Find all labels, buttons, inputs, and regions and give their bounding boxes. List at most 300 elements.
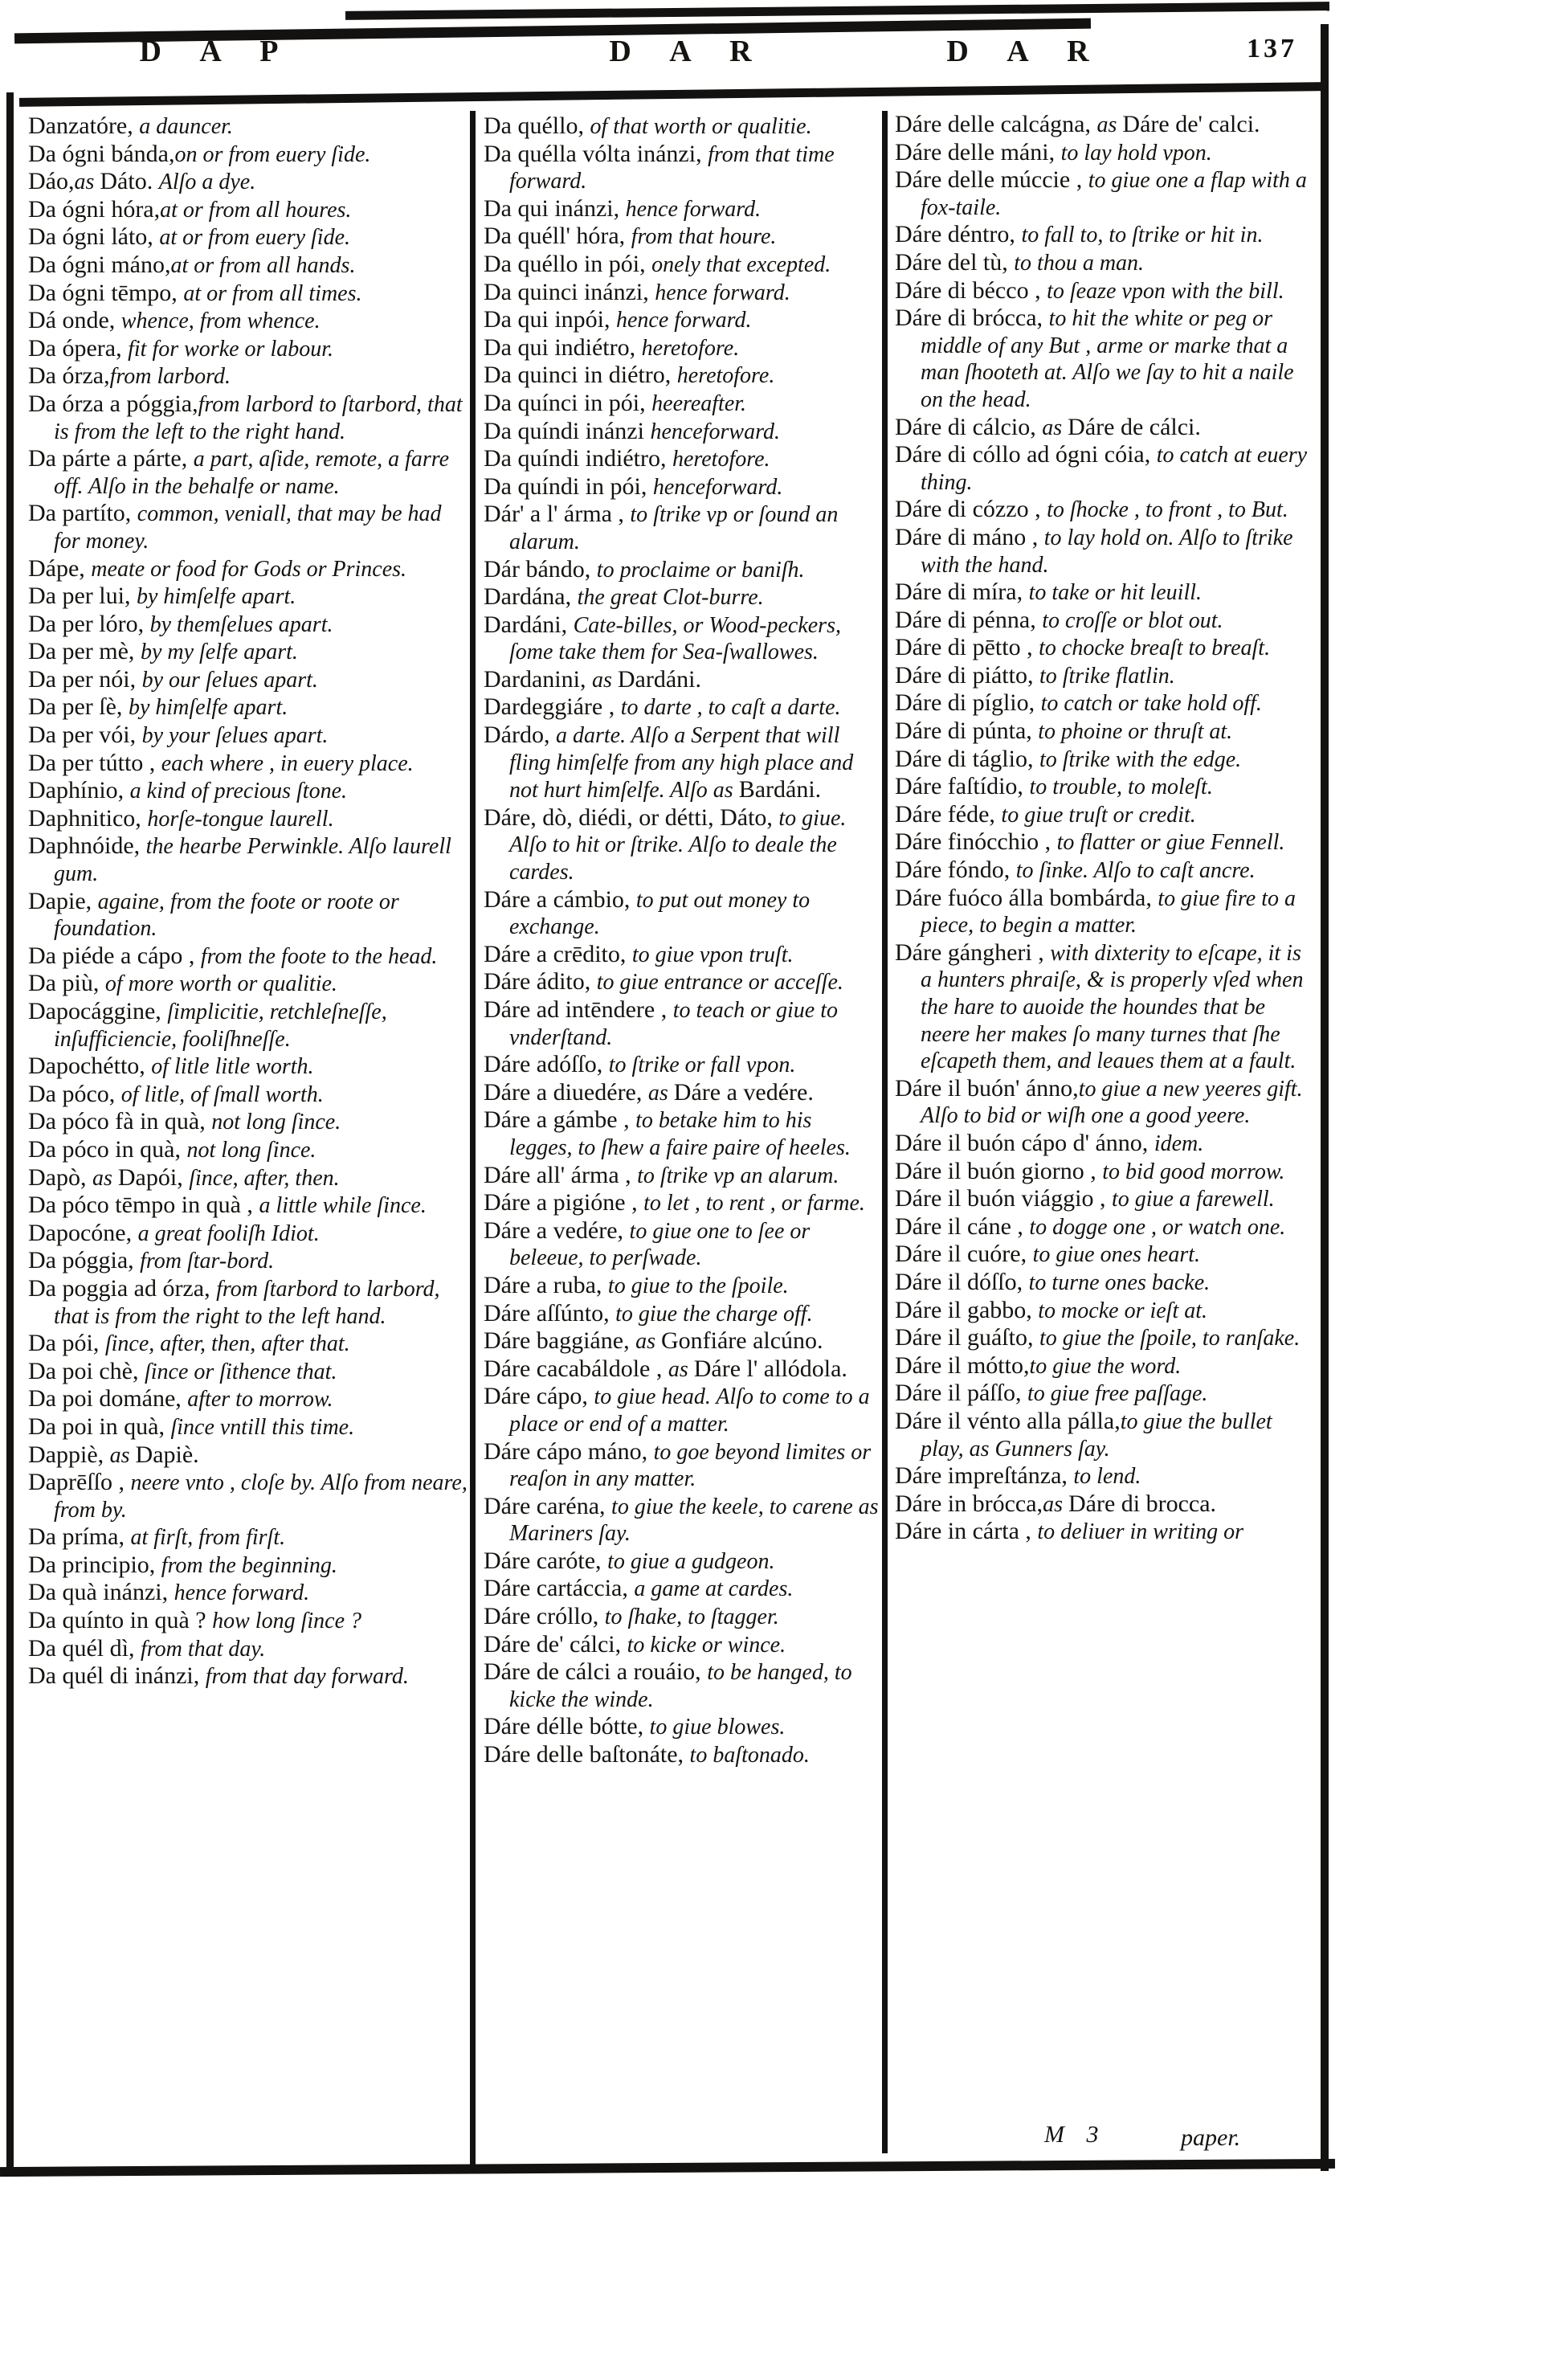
entry-lemma: Dáre il guáſto, bbox=[895, 1324, 1039, 1351]
entry-lemma: Dáre de cálci a rouáio, bbox=[484, 1658, 708, 1686]
entry-lemma: Dapie, bbox=[28, 887, 98, 914]
entry-lemma: Dáre a vedére. bbox=[673, 1078, 814, 1106]
dictionary-entry bbox=[28, 554, 468, 585]
dictionary-entry bbox=[895, 168, 1316, 223]
entry-lemma: Da póco tēmpo in quà , bbox=[28, 1192, 259, 1219]
dictionary-entry bbox=[28, 804, 468, 835]
entry-lemma: Dapocóne, bbox=[28, 1219, 138, 1246]
entry-lemma: Da quà inánzi, bbox=[28, 1579, 174, 1606]
dictionary-entry bbox=[28, 971, 468, 1000]
entry-lemma: Dáre déntro, bbox=[895, 221, 1022, 248]
entry-lemma: Dáre delle máni, bbox=[895, 138, 1061, 166]
entry-lemma: Dáre gángheri , bbox=[895, 938, 1051, 966]
dictionary-entry bbox=[28, 1415, 468, 1443]
entry-gloss: to turne ones backe. bbox=[1028, 1269, 1211, 1295]
dictionary-entry bbox=[895, 608, 1316, 636]
entry-lemma: Dáre a gámbe , bbox=[484, 1106, 636, 1134]
entry-gloss: to lend. bbox=[1073, 1464, 1141, 1490]
entry-lemma: Da ógni bánda, bbox=[28, 140, 175, 167]
dictionary-entry bbox=[484, 1630, 879, 1661]
dictionary-entry bbox=[484, 1660, 879, 1715]
entry-lemma: Dáre l' allódola. bbox=[693, 1355, 847, 1382]
entry-gloss: by my ſelfe apart. bbox=[140, 640, 298, 665]
dictionary-entry bbox=[484, 142, 879, 197]
dictionary-entry bbox=[895, 580, 1316, 608]
entry-lemma: Dáre a crēdito, bbox=[484, 940, 632, 967]
entry-lemma: Dáre caréna, bbox=[484, 1492, 612, 1519]
entry-lemma: Danzatóre, bbox=[28, 112, 140, 139]
dictionary-entry bbox=[28, 1634, 468, 1665]
entry-gloss: to lay hold vpon. bbox=[1060, 140, 1212, 166]
entry-lemma: Da póco fà in quà, bbox=[28, 1108, 212, 1135]
dictionary-entry bbox=[28, 944, 468, 972]
entry-lemma: Da quíndi indiétro, bbox=[484, 445, 672, 472]
entry-lemma: Dáre il mótto, bbox=[895, 1351, 1030, 1379]
entry-gloss: as bbox=[635, 1329, 661, 1355]
entry-lemma: Dáre il gabbo, bbox=[895, 1296, 1039, 1323]
entry-gloss: at or from all times. bbox=[183, 280, 362, 306]
entry-gloss: at or from all houres. bbox=[160, 197, 352, 223]
entry-gloss: heretofore. bbox=[676, 363, 775, 389]
entry-lemma: Dáre di cózzo , bbox=[895, 496, 1047, 523]
entry-lemma: Dáre aſſúnto, bbox=[484, 1299, 616, 1327]
entry-lemma: Dáre fuóco álla bombárda, bbox=[895, 884, 1158, 911]
entry-gloss: to ſtrike or fall vpon. bbox=[608, 1053, 796, 1078]
entry-gloss: ſimplicitie, retchleſneſſe, inſufficiencie, fooliſhneſſe. bbox=[54, 1000, 387, 1052]
entry-lemma: Da párte a párte, bbox=[28, 445, 194, 472]
entry-lemma: Dáre di púnta, bbox=[895, 718, 1039, 745]
entry-gloss: henceforward. bbox=[650, 419, 780, 444]
dictionary-entry bbox=[895, 1242, 1316, 1270]
entry-gloss: horſe-tongue laurell. bbox=[147, 806, 334, 832]
entry-gloss: hence forward. bbox=[655, 280, 790, 305]
entry-gloss: to darte , to caſt a darte. bbox=[620, 695, 841, 721]
entry-gloss: a part, aſide, remote, a farre off. Alſo in the behalfe or name. bbox=[54, 447, 450, 499]
entry-gloss: idem. bbox=[1154, 1130, 1204, 1156]
entry-lemma: Dáre il buón viággio , bbox=[895, 1185, 1112, 1212]
dictionary-entry bbox=[895, 886, 1316, 941]
entry-lemma: Dáre finócchio , bbox=[895, 828, 1057, 856]
dictionary-entry bbox=[28, 1110, 468, 1138]
entry-lemma: Da quél dì, bbox=[28, 1634, 141, 1662]
dictionary-entry bbox=[484, 308, 879, 336]
entry-gloss: with dixterity to eſcape, it is a hunters phraiſe, & is properly vſed when the hare to auoide the houndes that be neere her makes ſo many turnes that ſhe eſcapeth them, and leaues them at a fault. bbox=[921, 940, 1304, 1074]
entry-lemma: Da ógni hóra, bbox=[28, 195, 161, 223]
entry-lemma: Gonfiáre alcúno. bbox=[660, 1327, 823, 1355]
entry-gloss: a great fooliſh Idiot. bbox=[137, 1220, 320, 1246]
entry-gloss: fit for worke or labour. bbox=[128, 336, 334, 362]
entry-gloss: of litle litle worth. bbox=[151, 1054, 314, 1080]
dictionary-entry bbox=[895, 747, 1316, 775]
entry-lemma: Dáre féde, bbox=[895, 800, 1002, 828]
entry-lemma: Dáre il buón cápo d' ánno, bbox=[895, 1129, 1154, 1156]
entry-gloss: as bbox=[109, 1442, 136, 1468]
entry-lemma: Dáo, bbox=[28, 168, 75, 195]
running-head-dap: D A P bbox=[139, 35, 295, 68]
dictionary-entry bbox=[484, 885, 879, 942]
entry-gloss: to let , to rent , or farme. bbox=[643, 1191, 865, 1216]
entry-lemma: Dáre faſtídio, bbox=[895, 773, 1030, 800]
dictionary-entry bbox=[895, 1270, 1316, 1298]
dictionary-entry bbox=[484, 1743, 879, 1771]
dictionary-entry bbox=[484, 1053, 879, 1081]
entry-gloss: to flatter or giue Fennell. bbox=[1056, 830, 1285, 856]
dictionary-column-1 bbox=[28, 114, 468, 1692]
entry-lemma: Dáre il buón giorno , bbox=[895, 1157, 1103, 1184]
entry-gloss: to giue to the ſpoile. bbox=[607, 1273, 789, 1298]
entry-lemma: Dapocággine, bbox=[28, 998, 168, 1024]
dictionary-entry bbox=[484, 1494, 879, 1549]
entry-gloss: to lay hold on. Alſo to ſtrike with the hand. bbox=[921, 525, 1293, 578]
dictionary-entry bbox=[484, 942, 879, 971]
dictionary-entry bbox=[28, 1193, 468, 1221]
entry-lemma: Dáre, dò, diédi, or détti, Dáto, bbox=[484, 803, 779, 831]
entry-lemma: Da per mè, bbox=[28, 638, 141, 665]
dictionary-entry bbox=[484, 1163, 879, 1192]
entry-lemma: Dapò, bbox=[28, 1163, 92, 1191]
entry-gloss: to giue one a flap with a fox-taile. bbox=[921, 168, 1307, 220]
entry-lemma: Da per tútto , bbox=[28, 749, 161, 776]
dictionary-entry bbox=[895, 112, 1316, 141]
dictionary-entry bbox=[28, 309, 468, 337]
entry-gloss: to giue fire to a piece, to begin a matter. bbox=[921, 885, 1296, 938]
entry-lemma: Dáre di cálcio, bbox=[895, 413, 1043, 440]
dictionary-entry bbox=[28, 253, 468, 281]
entry-lemma: Da per nói, bbox=[28, 665, 142, 693]
entry-lemma: Dáre cróllo, bbox=[484, 1603, 605, 1630]
entry-gloss: the hearbe Perwinkle. Alſo laurell gum. bbox=[54, 834, 451, 887]
entry-gloss: to ſeaze vpon with the bill. bbox=[1047, 278, 1284, 304]
dictionary-entry bbox=[28, 779, 468, 807]
entry-gloss: to giue the word. bbox=[1029, 1353, 1182, 1379]
entry-gloss: to teach or giue to vnderſtand. bbox=[509, 998, 839, 1050]
entry-lemma: Dáre in cárta , bbox=[895, 1518, 1038, 1545]
entry-lemma: Da quínto in quà ? bbox=[28, 1607, 213, 1634]
dictionary-entry bbox=[28, 1082, 468, 1110]
entry-lemma: Da ógni máno, bbox=[28, 251, 171, 278]
entry-gloss: hence forward. bbox=[616, 308, 752, 333]
dictionary-entry bbox=[484, 333, 879, 364]
dictionary-entry bbox=[28, 1000, 468, 1054]
dictionary-entry bbox=[28, 1553, 468, 1581]
dictionary-entry bbox=[28, 612, 468, 640]
entry-gloss: by himſelfe apart. bbox=[128, 695, 288, 721]
entry-lemma: Da quíndi inánzi bbox=[484, 417, 651, 444]
dictionary-entry bbox=[895, 1351, 1316, 1382]
entry-lemma: Da per lóro, bbox=[28, 610, 150, 637]
dictionary-entry bbox=[484, 252, 879, 280]
entry-lemma: Dá onde, bbox=[28, 307, 121, 334]
entry-gloss: by himſelfe apart. bbox=[136, 584, 296, 610]
dictionary-entry bbox=[28, 447, 468, 501]
dictionary-entry bbox=[28, 1609, 468, 1637]
entry-gloss: by your ſelues apart. bbox=[141, 723, 329, 749]
entry-gloss: from larbord. bbox=[109, 364, 231, 390]
entry-gloss: from that houre. bbox=[631, 224, 777, 250]
dictionary-entry bbox=[28, 334, 468, 365]
entry-gloss: as bbox=[74, 170, 100, 195]
dictionary-entry bbox=[895, 1326, 1316, 1354]
entry-gloss: againe, from the foote or roote or foundation. bbox=[54, 889, 399, 942]
dictionary-entry bbox=[484, 665, 879, 696]
dictionary-entry bbox=[28, 1163, 468, 1194]
entry-gloss: at or from all hands. bbox=[170, 252, 356, 278]
dictionary-entry bbox=[484, 1576, 879, 1605]
entry-lemma: Daprēſſo , bbox=[28, 1469, 131, 1496]
dictionary-entry bbox=[484, 1384, 879, 1439]
entry-lemma: Dáre delle calcágna, bbox=[895, 111, 1097, 137]
entry-gloss: Cate-billes, or Wood-peckers, ſome take them for Sea-ſwallowes. bbox=[509, 612, 841, 665]
entry-lemma: Dáre cápo, bbox=[484, 1383, 594, 1410]
dictionary-entry bbox=[484, 1271, 879, 1302]
entry-lemma: Da poi chè, bbox=[28, 1357, 145, 1384]
entry-lemma: Dáre cacabáldole , bbox=[484, 1355, 668, 1382]
dictionary-entry bbox=[28, 695, 468, 723]
dictionary-entry bbox=[28, 170, 468, 198]
dictionary-entry bbox=[895, 800, 1316, 831]
entry-gloss: to catch at euery thing. bbox=[921, 443, 1308, 495]
entry-gloss: to giue the bullet play, as Gunners ſay. bbox=[921, 1408, 1272, 1462]
dictionary-entry bbox=[28, 1274, 468, 1331]
entry-gloss: ſince, after, then, after that. bbox=[104, 1331, 350, 1357]
entry-gloss: not long ſince. bbox=[211, 1110, 341, 1135]
entry-lemma: Dáre il vénto alla pálla, bbox=[895, 1407, 1121, 1434]
page-number: 137 bbox=[1247, 34, 1297, 63]
entry-lemma: Da quinci in diétro, bbox=[484, 362, 677, 389]
dictionary-entry bbox=[895, 858, 1316, 886]
dictionary-entry bbox=[895, 661, 1316, 692]
entry-gloss: as bbox=[647, 1080, 674, 1106]
dictionary-entry bbox=[28, 1580, 468, 1609]
dictionary-entry bbox=[484, 280, 879, 309]
dictionary-entry bbox=[484, 1191, 879, 1219]
entry-gloss: from ſtar-bord. bbox=[140, 1249, 275, 1274]
entry-gloss: to thou a man. bbox=[1014, 250, 1145, 276]
entry-gloss: hence forward. bbox=[625, 196, 762, 222]
entry-gloss: by our ſelues apart. bbox=[141, 667, 318, 693]
entry-gloss: heretofore. bbox=[641, 335, 740, 361]
entry-lemma: Dáre di brócca, bbox=[895, 305, 1049, 332]
dictionary-entry bbox=[895, 938, 1316, 1077]
entry-gloss: to ſtrike vp or ſound an alarum. bbox=[509, 502, 839, 554]
rule-below-header bbox=[19, 82, 1325, 107]
entry-gloss: meate or food for Gods or Princes. bbox=[91, 556, 407, 582]
entry-lemma: Dáre di cóllo ad ógni cóia, bbox=[895, 441, 1157, 468]
entry-lemma: Dapochétto, bbox=[28, 1053, 152, 1080]
column-divider-1 bbox=[470, 111, 476, 2165]
entry-gloss: at firſt, from firſt. bbox=[130, 1525, 286, 1551]
entry-gloss: to ſhocke , to front , to But. bbox=[1047, 497, 1288, 523]
entry-lemma: Daphínio, bbox=[28, 777, 130, 804]
page-border-right bbox=[1321, 24, 1329, 2171]
entry-lemma: Da órza, bbox=[28, 362, 110, 390]
entry-lemma: Da qui inánzi, bbox=[484, 194, 626, 222]
entry-lemma: Da póggia, bbox=[28, 1247, 141, 1274]
entry-lemma: Da pói, bbox=[28, 1330, 105, 1357]
dictionary-entry bbox=[895, 830, 1316, 858]
dictionary-entry bbox=[484, 1329, 879, 1357]
entry-lemma: Da qui indiétro, bbox=[484, 333, 642, 361]
entry-lemma: Dardeggiáre , bbox=[484, 693, 621, 721]
dictionary-entry bbox=[484, 998, 879, 1053]
entry-gloss: as bbox=[668, 1356, 694, 1382]
dictionary-entry bbox=[28, 1221, 468, 1249]
dictionary-entry bbox=[28, 1331, 468, 1359]
entry-lemma: Dáre il dóſſo, bbox=[895, 1268, 1029, 1295]
dictionary-entry bbox=[895, 1131, 1316, 1159]
dictionary-entry bbox=[28, 584, 468, 612]
entry-gloss: at or from euery ſide. bbox=[159, 225, 351, 251]
dictionary-entry bbox=[895, 1298, 1316, 1327]
entry-lemma: Dárdo, bbox=[484, 722, 556, 749]
dictionary-entry bbox=[484, 419, 879, 448]
entry-gloss: to bid good morrow. bbox=[1102, 1159, 1285, 1184]
entry-lemma: Dáre a ruba, bbox=[484, 1271, 608, 1298]
dictionary-entry bbox=[484, 391, 879, 419]
dictionary-entry bbox=[484, 1437, 879, 1494]
entry-gloss: from that day. bbox=[140, 1636, 266, 1662]
entry-lemma: Dáre di pénna, bbox=[895, 606, 1043, 633]
entry-gloss: to giue ones heart. bbox=[1032, 1242, 1200, 1268]
dictionary-entry bbox=[895, 719, 1316, 747]
entry-lemma: Dappiè, bbox=[28, 1441, 110, 1468]
entry-lemma: Da per vói, bbox=[28, 722, 142, 749]
entry-lemma: Dáre il buón' ánno, bbox=[895, 1074, 1079, 1102]
entry-lemma: Dáto. bbox=[100, 168, 159, 195]
entry-lemma: Dáre delle baſtonáte, bbox=[484, 1741, 690, 1768]
dictionary-entry bbox=[484, 585, 879, 613]
dictionary-entry bbox=[484, 1216, 879, 1274]
dictionary-entry bbox=[28, 225, 468, 253]
entry-lemma: Dáre a vedére, bbox=[484, 1216, 630, 1244]
entry-gloss: ſince, after, then. bbox=[189, 1165, 340, 1191]
entry-gloss: to chocke breaſt to breaſt. bbox=[1039, 636, 1271, 661]
dictionary-entry bbox=[28, 1470, 468, 1525]
entry-gloss: to ſinke. Alſo to caſt ancre. bbox=[1015, 858, 1256, 884]
dictionary-entry bbox=[28, 392, 468, 447]
dictionary-column-2 bbox=[484, 114, 879, 1771]
entry-lemma: Dáre di míra, bbox=[895, 579, 1029, 606]
entry-gloss: as bbox=[92, 1165, 118, 1191]
entry-gloss: Alſo a dye. bbox=[158, 170, 256, 195]
entry-lemma: Daphnóide, bbox=[28, 832, 146, 860]
entry-lemma: Bardáni. bbox=[738, 776, 822, 803]
entry-gloss: to giue the charge off. bbox=[615, 1301, 813, 1327]
entry-gloss: of that worth or qualitie. bbox=[590, 114, 812, 139]
entry-lemma: Da quinci inánzi, bbox=[484, 278, 655, 305]
dictionary-entry bbox=[895, 775, 1316, 803]
entry-lemma: Da qui inpói, bbox=[484, 306, 616, 333]
entry-lemma: Dáre a pigióne , bbox=[484, 1189, 644, 1216]
entry-gloss: to giue blowes. bbox=[649, 1715, 786, 1740]
entry-lemma: Dardáni. bbox=[617, 665, 701, 693]
entry-gloss: hence forward. bbox=[174, 1580, 310, 1606]
entry-lemma: Da ópera, bbox=[28, 334, 129, 362]
entry-gloss: from ſtarbord to larbord, that is from the right to the left hand. bbox=[54, 1276, 440, 1329]
dictionary-entry bbox=[28, 114, 468, 142]
entry-lemma: Da órza a póggia, bbox=[28, 390, 198, 417]
dictionary-entry bbox=[28, 834, 468, 889]
entry-lemma: Dardáni, bbox=[484, 611, 574, 638]
dictionary-entry bbox=[895, 276, 1316, 307]
entry-lemma: Dáre il cuóre, bbox=[895, 1241, 1033, 1268]
dictionary-entry bbox=[484, 194, 879, 225]
entry-gloss: to take or hit leuill. bbox=[1028, 580, 1203, 606]
dictionary-entry bbox=[28, 1359, 468, 1388]
entry-gloss: ſince vntill this time. bbox=[170, 1414, 355, 1440]
dictionary-entry bbox=[895, 443, 1316, 497]
entry-lemma: Dáre a diuedére, bbox=[484, 1078, 648, 1106]
entry-lemma: Dáre adóſſo, bbox=[484, 1051, 609, 1078]
entry-gloss: to hit the white or peg or middle of any But , arme or marke that a man ſhooteth at. Alſo we ſay to hit a naile on the head. bbox=[921, 306, 1294, 412]
entry-gloss: a game at cardes. bbox=[634, 1576, 794, 1602]
entry-gloss: to croſſe or blot out. bbox=[1042, 607, 1223, 633]
running-head-dar-right: D A R bbox=[946, 35, 1105, 68]
entry-gloss: of litle, of ſmall worth. bbox=[120, 1081, 324, 1107]
entry-lemma: Dáre caróte, bbox=[484, 1547, 608, 1574]
dictionary-entry bbox=[484, 970, 879, 998]
entry-gloss: common, veniall, that may be had for money. bbox=[54, 501, 442, 554]
entry-lemma: Dáre del tù, bbox=[895, 248, 1015, 276]
entry-gloss: to ſtrike flatlin. bbox=[1039, 663, 1175, 689]
entry-lemma: Dáre il páſſo, bbox=[895, 1380, 1027, 1407]
entry-lemma: Dardanini, bbox=[484, 665, 592, 693]
entry-lemma: Da poi in quà, bbox=[28, 1413, 171, 1440]
entry-gloss: to goe beyond limites or reaſon in any matter. bbox=[509, 1439, 872, 1492]
dictionary-entry bbox=[28, 1387, 468, 1415]
entry-lemma: Dáre di brocca. bbox=[1068, 1490, 1217, 1517]
entry-lemma: Da poi dománe, bbox=[28, 1385, 188, 1413]
entry-gloss: to giue. Alſo to hit or ſtrike. Alſo to deale the cardes. bbox=[509, 805, 847, 885]
entry-gloss: as bbox=[591, 667, 618, 693]
dictionary-entry bbox=[28, 501, 468, 556]
entry-gloss: on or from euery ſide. bbox=[174, 141, 371, 167]
entry-gloss: of more worth or qualitie. bbox=[104, 971, 337, 997]
entry-gloss: to giue a new yeeres gift. Alſo to bid or wiſh one a good yeere. bbox=[921, 1076, 1303, 1129]
entry-gloss: to deliuer in writing or bbox=[1037, 1519, 1244, 1545]
dictionary-entry bbox=[484, 803, 879, 888]
dictionary-entry bbox=[895, 1074, 1316, 1131]
entry-lemma: Dardána, bbox=[484, 583, 578, 611]
dictionary-entry bbox=[484, 1108, 879, 1163]
entry-lemma: Dáre impreſtánza, bbox=[895, 1462, 1074, 1490]
entry-lemma: Da più, bbox=[28, 970, 105, 997]
entry-lemma: Dáre di píglio, bbox=[895, 689, 1041, 717]
rule-top-outer bbox=[345, 2, 1329, 20]
signature-mark: M 3 bbox=[1044, 2121, 1107, 2148]
entry-gloss: to put out money to exchange. bbox=[509, 887, 811, 940]
entry-lemma: Da póco, bbox=[28, 1080, 121, 1107]
dictionary-entry bbox=[484, 472, 879, 503]
entry-lemma: Dáre ádito, bbox=[484, 968, 597, 996]
entry-gloss: as bbox=[1042, 415, 1068, 440]
entry-gloss: how long ſince ? bbox=[212, 1609, 361, 1634]
entry-gloss: whence, from whence. bbox=[120, 309, 321, 334]
dictionary-entry bbox=[28, 195, 468, 226]
dictionary-entry bbox=[484, 1715, 879, 1743]
dictionary-entry bbox=[28, 640, 468, 668]
entry-lemma: Dár' a l' árma , bbox=[484, 501, 631, 528]
entry-gloss: to catch or take hold off. bbox=[1040, 691, 1262, 717]
entry-lemma: Daphnitico, bbox=[28, 804, 148, 832]
dictionary-entry bbox=[28, 281, 468, 309]
dictionary-column-3 bbox=[895, 112, 1316, 1547]
entry-gloss: to trouble, to moleſt. bbox=[1029, 775, 1213, 800]
dictionary-entry bbox=[484, 114, 879, 142]
entry-lemma: Dáre di máno , bbox=[895, 523, 1044, 550]
entry-gloss: to betake him to his legges, to ſhew a faire paire of heeles. bbox=[509, 1108, 851, 1160]
dictionary-entry bbox=[28, 889, 468, 944]
